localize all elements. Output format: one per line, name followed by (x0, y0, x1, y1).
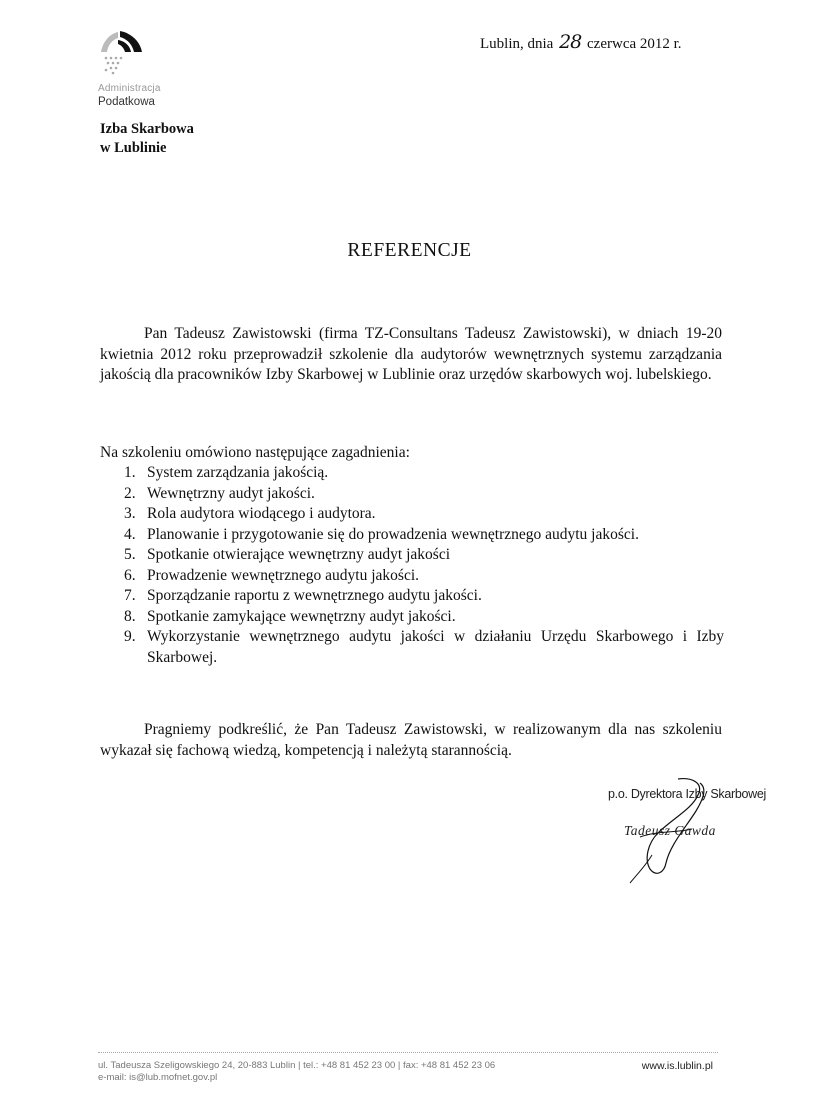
topic-text: Planowanie i przygotowanie się do prowadzenia wewnętrznego audytu jakości. (147, 525, 639, 543)
signatory-role: p.o. Dyrektora Izby Skarbowej (608, 787, 767, 801)
issuing-organization (100, 120, 194, 158)
topic-item (124, 566, 724, 587)
topic-text: Rola audytora wiodącego i audytora. (147, 505, 376, 522)
topic-number: 6. (124, 566, 136, 584)
footer-website: www.is.lublin.pl (641, 1060, 713, 1072)
date-suffix: czerwca 2012 r. (587, 36, 682, 52)
footer-divider (98, 1052, 718, 1053)
logo-caption-podatkowa: Podatkowa (98, 96, 155, 108)
intro-paragraph: Pan Tadeusz Zawistowski (firma TZ-Consultans Tadeusz Zawistowski), w dniach 19-20 kwietnia 2012 roku przeprowadził szkolenie dla audytorów wewnętrznych systemu zarządzania jakością dla pracowników Izby Skarbowej w Lublinie oraz urzędów skarbowych woj. lubelskiego. (100, 325, 722, 383)
topics-lead: Na szkoleniu omówiono następujące zagadnienia: (100, 444, 410, 461)
topic-text: Prowadzenie wewnętrznego audytu jakości. (147, 566, 420, 584)
topic-text: Spotkanie otwierające wewnętrzny audyt jakości (147, 546, 450, 563)
org-name-line1: Izba Skarbowa (100, 121, 194, 137)
topic-item (124, 525, 724, 546)
document-title: REFERENCJE (347, 240, 472, 261)
topic-item (124, 627, 724, 668)
date-prefix: Lublin, dnia (480, 36, 554, 52)
topics-list (124, 463, 724, 668)
topic-item (124, 545, 724, 566)
topic-item (124, 504, 724, 525)
signature-stamp (600, 775, 780, 885)
topic-text: Wykorzystanie wewnętrznego audytu jakości w działaniu Urzędu Skarbowego i Izby Skarbowej. (147, 628, 724, 666)
topic-number: 5. (124, 546, 136, 563)
org-name-line2: w Lublinie (100, 140, 167, 156)
letterhead-footer (98, 1060, 718, 1084)
topic-number: 7. (124, 587, 136, 604)
topic-number: 2. (124, 484, 136, 502)
topic-item (124, 607, 724, 628)
footer-address: ul. Tadeusza Szeligowskiego 24, 20-883 Lublin | tel.: +48 81 452 23 00 | fax: +48 81 452 23 06 (98, 1060, 496, 1071)
topic-text: Sporządzanie raportu z wewnętrznego audytu jakości. (147, 587, 482, 604)
topic-number: 3. (124, 505, 136, 522)
handwritten-signature (600, 775, 780, 885)
topic-item (124, 586, 724, 607)
topic-text: Wewnętrzny audyt jakości. (147, 484, 315, 502)
topic-text: Spotkanie zamykające wewnętrzny audyt jakości. (147, 607, 456, 625)
logo-caption-administracja: Administracja (98, 83, 161, 94)
topic-number: 1. (124, 464, 136, 481)
topic-item (124, 463, 724, 484)
closing-paragraph: Pragniemy podkreślić, że Pan Tadeusz Zawistowski, w realizowanym dla nas szkoleniu wykazał się fachową wiedzą, kompetencją i należytą starannością. (100, 721, 722, 759)
topic-number: 9. (124, 628, 136, 645)
place-and-date (480, 31, 682, 53)
topic-item (124, 484, 724, 505)
topic-number: 8. (124, 607, 136, 625)
topic-number: 4. (124, 525, 136, 543)
signatory-name: Tadeusz Gawda (624, 823, 716, 838)
topic-text: System zarządzania jakością. (147, 464, 329, 481)
date-day-handwritten: 28 (559, 31, 582, 53)
footer-email: e-mail: is@lub.mofnet.gov.pl (98, 1072, 218, 1083)
